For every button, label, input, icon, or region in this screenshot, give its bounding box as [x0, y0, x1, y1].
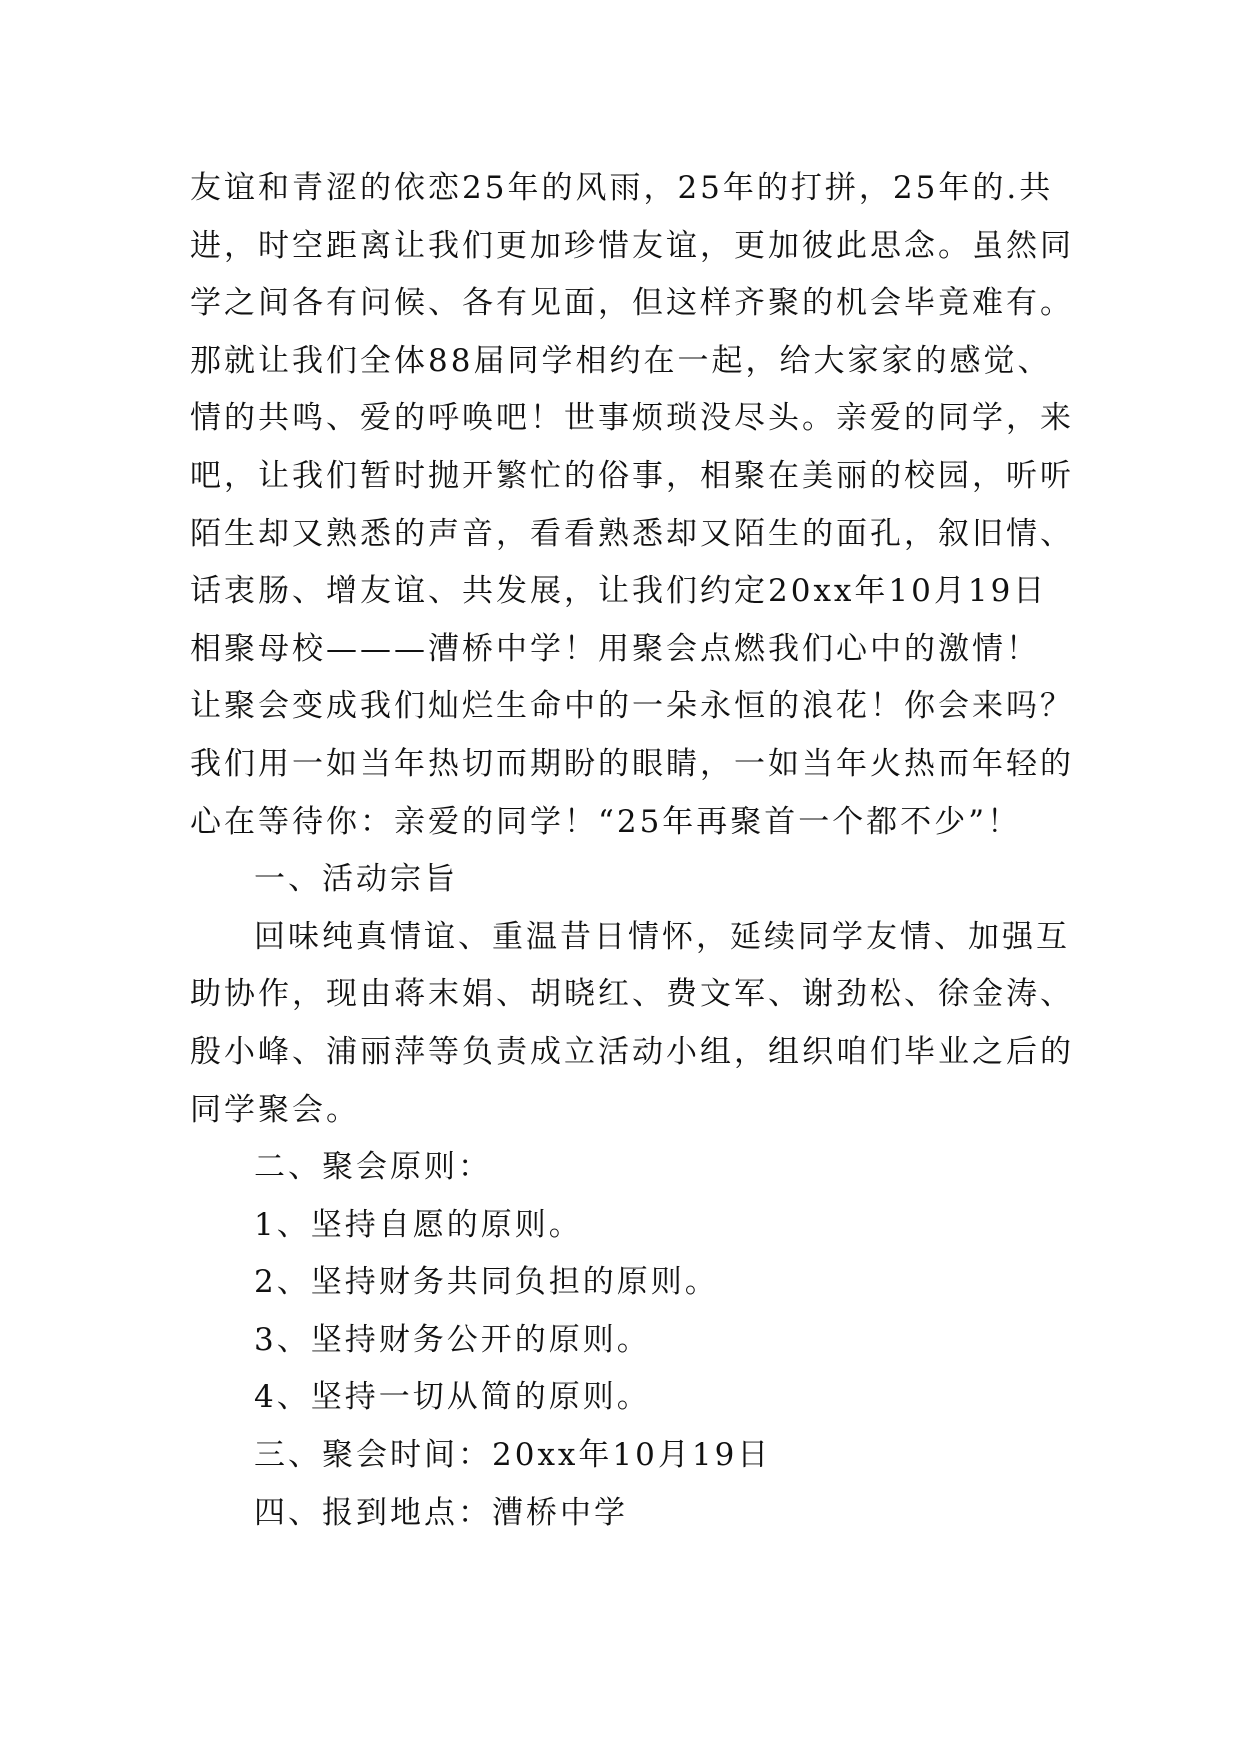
principle-item: 1、坚持自愿的原则。: [254, 1206, 583, 1243]
body-line: 进，时空距离让我们更加珍惜友谊，更加彼此思念。虽然同: [190, 227, 1074, 264]
body-line: 情的共鸣、爱的呼唤吧！世事烦琐没尽头。亲爱的同学，来: [190, 400, 1074, 437]
body-line: 吧，让我们暂时抛开繁忙的俗事，相聚在美丽的校园，听听: [190, 457, 1074, 494]
body-line: 陌生却又熟悉的声音，看看熟悉却又陌生的面孔，叙旧情、: [190, 515, 1074, 552]
principle-item: 3、坚持财务公开的原则。: [254, 1321, 651, 1358]
body-line: 心在等待你：亲爱的同学！“25年再聚首一个都不少”！: [190, 803, 1022, 840]
body-line: 相聚母校———漕桥中学！用聚会点燃我们心中的激情！: [190, 630, 1040, 667]
document-body: [190, 160, 1074, 1542]
section-heading-principles: 二、聚会原则：: [254, 1149, 492, 1186]
section-purpose-line: 助协作，现由蒋末娟、胡晓红、费文军、谢劲松、徐金涛、: [190, 976, 1074, 1013]
body-line: 那就让我们全体88届同学相约在一起，给大家家的感觉、: [190, 342, 1052, 379]
body-line: 让聚会变成我们灿烂生命中的一朵永恒的浪花！你会来吗？: [190, 688, 1074, 725]
principle-item: 4、坚持一切从简的原则。: [254, 1379, 651, 1416]
body-line: 学之间各有问候、各有见面，但这样齐聚的机会毕竟难有。: [190, 285, 1074, 322]
principle-item: 2、坚持财务共同负担的原则。: [254, 1264, 719, 1301]
body-line: 话衷肠、增友谊、共发展，让我们约定20xx年10月19日: [190, 573, 1048, 610]
section-heading-purpose: 一、活动宗旨: [254, 861, 458, 898]
section-checkin-location: 四、报到地点：漕桥中学: [254, 1494, 628, 1531]
section-purpose-line: 殷小峰、浦丽萍等负责成立活动小组，组织咱们毕业之后的: [190, 1033, 1074, 1070]
body-line: 我们用一如当年热切而期盼的眼睛，一如当年火热而年轻的: [190, 745, 1074, 782]
section-purpose-line: 同学聚会。: [190, 1091, 360, 1128]
section-meeting-time: 三、聚会时间：20xx年10月19日: [254, 1437, 772, 1474]
section-purpose-line: 回味纯真情谊、重温昔日情怀，延续同学友情、加强互: [254, 918, 1070, 955]
body-line: 友谊和青涩的依恋25年的风雨，25年的打拼，25年的.共: [190, 170, 1054, 206]
